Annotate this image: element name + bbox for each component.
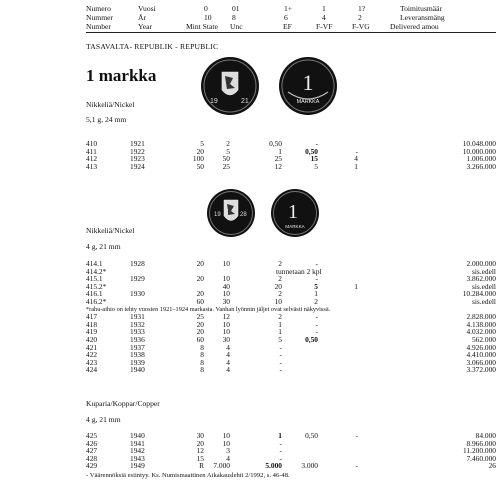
table-cell: 425: [86, 431, 98, 440]
table-cell: 40: [222, 281, 230, 291]
table-row: [86, 455, 496, 463]
table-cell: 413: [86, 161, 98, 171]
table-row: [86, 432, 496, 440]
group1-spec: 5,1 g, 24 mm: [86, 115, 127, 124]
table-cell: 427: [86, 446, 98, 456]
table-cell: 1: [314, 289, 318, 299]
table-cell: 8: [200, 357, 204, 367]
denomination-title: 1 markka: [86, 66, 157, 85]
header-cell: 4: [322, 13, 326, 22]
coin-year-right: 21: [241, 98, 249, 105]
group3-spec: 4 g, 21 mm: [86, 415, 121, 424]
header-rule: [86, 32, 496, 33]
table-cell: -: [315, 327, 318, 337]
table-cell: 423: [86, 357, 98, 367]
table-cell: 10: [222, 274, 230, 284]
coin-label: MARKKA: [296, 99, 320, 105]
table-cell: sis.edell: [471, 266, 496, 276]
table-row: [86, 275, 496, 283]
table-cell: -: [355, 431, 358, 440]
header-cell: F-VF: [316, 22, 333, 31]
table-cell: -: [279, 453, 282, 463]
table-cell: 100: [192, 154, 204, 164]
table-cell: 5: [226, 146, 230, 156]
table-cell: 0,50: [269, 139, 282, 148]
table-cell: 422: [86, 350, 98, 360]
table-cell: 411: [86, 146, 97, 156]
table-row: [86, 155, 496, 163]
table-cell: 20: [196, 327, 204, 337]
table-cell: 5.000: [265, 461, 282, 471]
coin-reverse-image: [278, 56, 338, 116]
header-cell: 1?: [358, 4, 366, 13]
table-row: [86, 298, 496, 306]
table-cell: 2: [226, 139, 230, 148]
table-cell: 3.266.000: [466, 161, 496, 171]
table-row: [86, 148, 496, 156]
table-cell: 10: [274, 296, 282, 306]
table-cell: sis.edell: [471, 281, 496, 291]
header-cell: Numero: [86, 4, 111, 13]
table-cell: 429: [86, 461, 98, 471]
table-cell: 414.2*: [86, 266, 107, 276]
table-cell: 414.1: [86, 259, 103, 268]
table-cell: 20: [196, 289, 204, 299]
table-cell: 4.032.000: [466, 327, 496, 337]
table-cell: 10: [222, 438, 230, 448]
table-cell: tunnetaan 2 kpl: [276, 266, 322, 276]
header-cell: Mint State: [186, 22, 218, 31]
table-cell: 428: [86, 453, 98, 463]
coin-year-left: 19: [214, 212, 221, 218]
table-row: [86, 328, 496, 336]
header-cell: F-VG: [352, 22, 370, 31]
table-row: [86, 440, 496, 448]
table-cell: -: [279, 365, 282, 375]
table-cell: 4: [226, 342, 230, 352]
table-cell: 10: [222, 431, 230, 440]
table-cell: 1923: [130, 154, 145, 164]
header-cell: 1: [322, 4, 326, 13]
section-title: TASAVALTA- REPUBLIK - REPUBLIC: [86, 42, 219, 51]
header-cell: Vuosi: [138, 4, 156, 13]
table-cell: 10.284.000: [462, 289, 496, 299]
table-cell: 1938: [130, 350, 145, 360]
table-cell: 420: [86, 334, 98, 344]
table-cell: 50: [196, 161, 204, 171]
header-cell: Delivered amou: [390, 22, 439, 31]
table-cell: 4: [354, 154, 358, 164]
table-cell: 1940: [130, 431, 145, 440]
header-cell: 10: [204, 13, 212, 22]
footnote: - Väärennöksiä esiintyy. Ks. Numismaattinen Aikakauslehti 2/1992, s. 46-48.: [86, 472, 290, 479]
table-cell: -: [315, 312, 318, 322]
group3-table: [86, 432, 496, 470]
table-cell: 2: [278, 312, 282, 322]
table-cell: 1928: [130, 259, 145, 268]
table-cell: 1: [354, 161, 358, 171]
table-cell: 20: [196, 319, 204, 329]
table-cell: 421: [86, 342, 98, 352]
table-cell: 2: [278, 259, 282, 268]
table-cell: -: [279, 438, 282, 448]
table-cell: 5: [314, 161, 318, 171]
table-cell: 416.1: [86, 289, 103, 299]
table-cell: -: [279, 446, 282, 456]
table-cell: 50: [222, 154, 230, 164]
table-cell: 0,50: [305, 431, 318, 440]
table-cell: 2: [314, 296, 318, 306]
table-cell: 5: [314, 281, 318, 291]
table-note: *rahu-aihio on tehty vuosien 1921–1924 markasta. Vanhan lyönnin jäljet ovat selvästi näkyvissä.: [86, 305, 331, 313]
table-cell: 1930: [130, 289, 145, 299]
table-row: [86, 351, 496, 359]
table-cell: 12: [222, 312, 230, 322]
table-cell: 15: [196, 453, 204, 463]
header-cell: 0: [204, 4, 208, 13]
table-cell: 84.000: [475, 431, 496, 440]
table-cell: -: [315, 139, 318, 148]
table-cell: 1941: [130, 438, 145, 448]
table-cell: 415.1: [86, 274, 103, 284]
table-cell: 3.862.000: [466, 274, 496, 284]
table-row: [86, 321, 496, 329]
table-cell: 10.000.000: [462, 146, 496, 156]
table-cell: 0,50: [305, 334, 318, 344]
group3-material: Kuparia/Koppar/Copper: [86, 399, 160, 408]
table-cell: 10: [222, 289, 230, 299]
table-cell: 7.460.000: [466, 453, 496, 463]
table-cell: 1943: [130, 453, 145, 463]
coin-year-right: 28: [240, 212, 247, 218]
table-cell: 30: [222, 296, 230, 306]
table-cell: 4.138.000: [466, 319, 496, 329]
table-cell: -: [355, 461, 358, 471]
table-row: [86, 336, 496, 344]
table-cell: 10: [222, 259, 230, 268]
table-cell: 1922: [130, 146, 145, 156]
header-cell: Unc: [230, 22, 243, 31]
header-cell: 6: [284, 13, 288, 22]
table-cell: 3.372.000: [466, 365, 496, 375]
table-cell: 2: [278, 274, 282, 284]
table-row: [86, 283, 496, 291]
table-cell: 30: [222, 334, 230, 344]
table-row: [86, 359, 496, 367]
table-cell: -: [279, 342, 282, 352]
table-cell: 25: [274, 154, 282, 164]
table-cell: 2: [278, 289, 282, 299]
table-cell: -: [315, 274, 318, 284]
table-cell: 4: [226, 350, 230, 360]
table-cell: 2.828.000: [466, 312, 496, 322]
header-cell: 8: [232, 13, 236, 22]
table-cell: 1940: [130, 365, 145, 375]
table-cell: 1942: [130, 446, 145, 456]
table-row: [86, 366, 496, 374]
table-cell: 11.200.000: [463, 446, 496, 456]
table-row: [86, 344, 496, 352]
table-cell: 20: [196, 438, 204, 448]
table-cell: 416.2*: [86, 296, 107, 306]
table-cell: 1939: [130, 357, 145, 367]
table-cell: 410: [86, 139, 98, 148]
table-cell: 1: [278, 327, 282, 337]
table-row: [86, 163, 496, 171]
table-cell: 12: [196, 446, 204, 456]
table-cell: 10: [222, 327, 230, 337]
table-cell: 20: [196, 146, 204, 156]
coin-reverse-image-2: [270, 188, 320, 238]
table-cell: 8: [200, 365, 204, 375]
table-row: [86, 313, 496, 321]
table-cell: -: [315, 259, 318, 268]
header-cell: Nummer: [86, 13, 113, 22]
table-cell: 10: [222, 319, 230, 329]
table-cell: 5: [200, 139, 204, 148]
table-cell: 4.410.000: [466, 350, 496, 360]
table-cell: 1924: [130, 161, 145, 171]
table-cell: -: [315, 319, 318, 329]
table-cell: 2.000.000: [466, 259, 496, 268]
table-cell: 562.000: [471, 334, 496, 344]
table-row: [86, 447, 496, 455]
table-cell: 1949: [130, 461, 145, 471]
coin-year-left: 19: [210, 98, 218, 105]
table-cell: 4.926.000: [466, 342, 496, 352]
table-cell: 4: [226, 365, 230, 375]
table-cell: 4: [226, 453, 230, 463]
table-cell: 8: [200, 350, 204, 360]
table-cell: 3: [226, 446, 230, 456]
table-cell: 60: [196, 296, 204, 306]
table-cell: -: [279, 350, 282, 360]
header-cell: Number: [86, 22, 111, 31]
coin-obverse-image: [200, 56, 260, 116]
table-cell: 1: [354, 281, 358, 291]
table-cell: -: [355, 146, 358, 156]
table-cell: 424: [86, 365, 98, 375]
table-cell: 8.966.000: [466, 438, 496, 448]
coin-value: 1: [288, 201, 298, 223]
table-row: [86, 140, 496, 148]
table-cell: 15: [310, 154, 318, 164]
table-cell: 20: [196, 274, 204, 284]
header-row-sv: [86, 13, 496, 22]
group2-material: Nikkeliä/Nickel: [86, 226, 135, 235]
table-cell: 415.2*: [86, 281, 107, 291]
coin-label: MARKKA: [285, 224, 305, 229]
table-cell: 3.066.000: [466, 357, 496, 367]
table-cell: 1: [278, 319, 282, 329]
table-cell: 30: [196, 431, 204, 440]
table-cell: sis.edell: [471, 296, 496, 306]
table-cell: 1937: [130, 342, 145, 352]
table-cell: 25: [222, 161, 230, 171]
table-cell: 1.006.000: [466, 154, 496, 164]
table-cell: 7.000: [213, 461, 230, 471]
header-cell: 1+: [284, 4, 293, 13]
table-cell: 412: [86, 154, 98, 164]
table-cell: 12: [274, 161, 282, 171]
table-cell: 1: [278, 431, 282, 440]
table-cell: 26: [488, 461, 496, 471]
table-cell: 418: [86, 319, 98, 329]
table-row: [86, 268, 496, 276]
table-cell: 1936: [130, 334, 145, 344]
header-cell: 2: [358, 13, 362, 22]
header-cell: Leveransmäng: [400, 13, 445, 22]
table-cell: 419: [86, 327, 98, 337]
header-row-fi: [86, 4, 496, 13]
table-cell: 0,50: [305, 146, 318, 156]
table-row: [86, 290, 496, 298]
table-cell: 8: [200, 342, 204, 352]
table-cell: 1921: [130, 139, 145, 148]
group1-material: Nikkeliä/Nickel: [86, 100, 135, 109]
header-cell: EF: [283, 22, 292, 31]
coin-value: 1: [302, 70, 314, 95]
table-cell: 1933: [130, 327, 145, 337]
table-cell: 1932: [130, 319, 145, 329]
coin-obverse-image-2: [206, 188, 256, 238]
table-cell: 10.048.000: [462, 139, 496, 148]
table-cell: 1931: [130, 312, 145, 322]
table-cell: 4: [226, 357, 230, 367]
header-row-en: [86, 22, 496, 31]
group2-table: [86, 260, 496, 374]
table-cell: -: [279, 357, 282, 367]
table-cell: 1: [278, 146, 282, 156]
header-cell: Toimitusmäär: [400, 4, 443, 13]
group1-table: [86, 140, 496, 170]
table-cell: 20: [274, 281, 282, 291]
header-cell: År: [138, 13, 147, 22]
group2-spec: 4 g, 21 mm: [86, 242, 121, 251]
table-cell: 426: [86, 438, 98, 448]
table-row: [86, 462, 496, 470]
table-cell: 20: [196, 259, 204, 268]
column-header: [86, 4, 496, 31]
header-cell: Year: [138, 22, 152, 31]
table-cell: 60: [196, 334, 204, 344]
table-cell: R: [199, 461, 204, 471]
table-cell: 5: [278, 334, 282, 344]
table-cell: 3.000: [301, 461, 318, 471]
table-cell: 417: [86, 312, 98, 322]
table-cell: 1929: [130, 274, 145, 284]
table-cell: 25: [196, 312, 204, 322]
header-cell: 01: [232, 4, 240, 13]
